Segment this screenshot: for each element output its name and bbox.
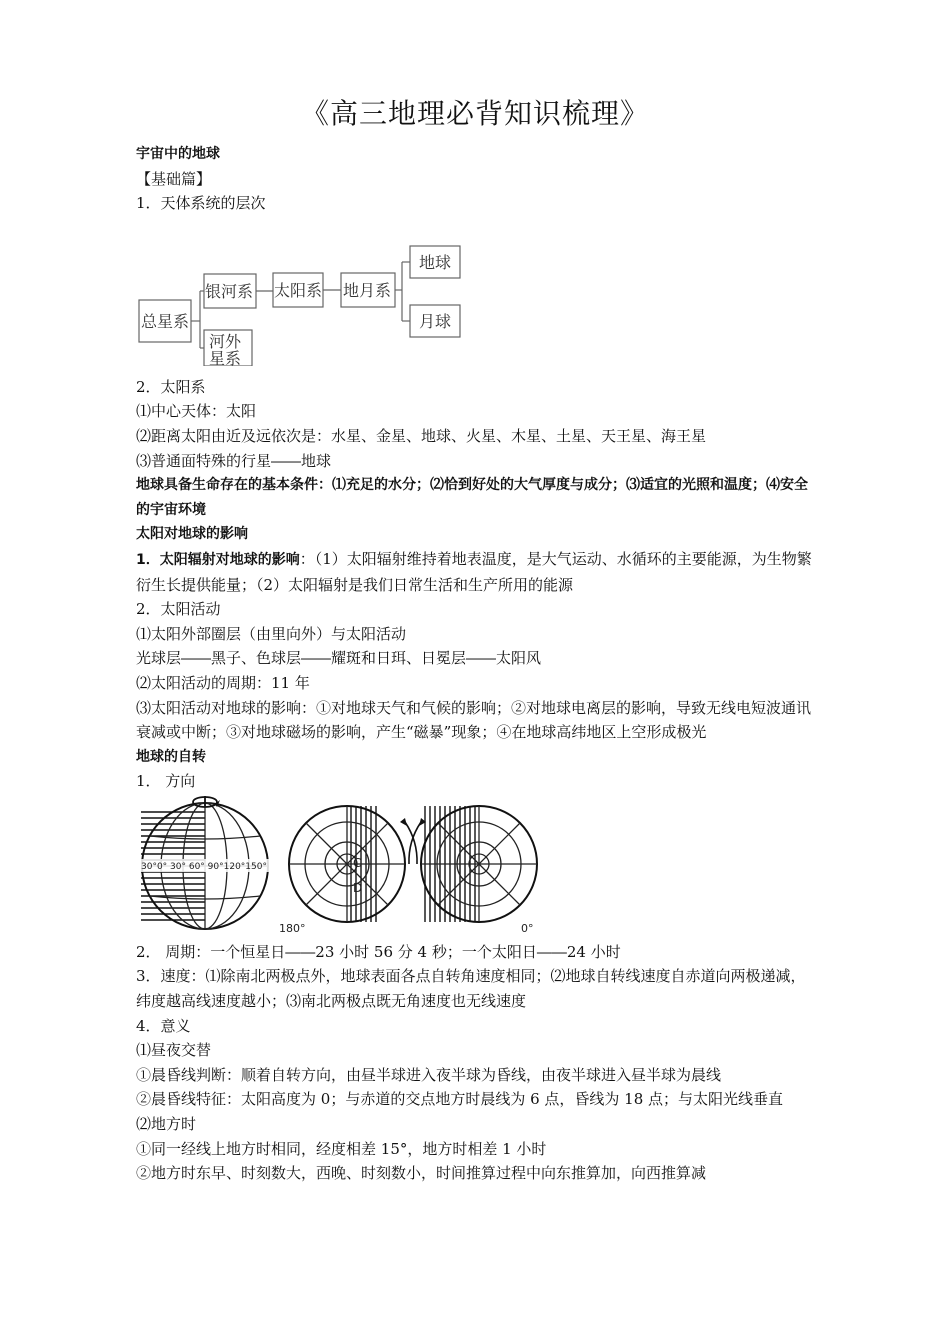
item-celestial-systems: 1．天体系统的层次 [136, 194, 266, 213]
globe2-label-d: D [353, 880, 363, 895]
section-heading-rotation: 地球的自转 [136, 748, 206, 765]
globe3-label-0: 0° [521, 921, 534, 934]
solar-radiation-paragraph [136, 547, 818, 597]
label-earth-moon: 地月系 [343, 280, 392, 300]
item-solar-system: 2．太阳系 [136, 377, 206, 396]
life-conditions-paragraph: 地球具备生命存在的基本条件：⑴充足的水分；⑵恰到好处的大气厚度与成分；⑶适宜的光照和温度；⑷安全的宇宙环境 [136, 477, 808, 518]
item-local-time: ⑵地方时 [136, 1115, 197, 1134]
item-sun-layers: ⑴太阳外部圈层（由里向外）与太阳活动 [136, 624, 407, 643]
globe2-label-180: 180° [279, 921, 306, 934]
celestial-hierarchy-diagram [136, 216, 818, 366]
globe-side-view [141, 796, 269, 929]
section-heading-sun-influence: 太阳对地球的影响 [136, 526, 248, 543]
item-speed: 3．速度：⑴除南北两极点外，地球表面各点自转角速度相同；⑵地球自转线速度自赤道向两极递减，纬度越高线速度越小；⑶南北两极点既无角速度也无线速度 [136, 967, 806, 1011]
item-significance: 4．意义 [136, 1016, 191, 1035]
globe-polar-view-south [409, 806, 537, 934]
globe1-degree-labels: 30°0° 30° 60° 90°120°150° [141, 861, 267, 872]
document-title: 《高三地理必背知识梳理》 [300, 97, 649, 130]
activity-effects-paragraph: ⑶太阳活动对地球的影响：①对地球天气和气候的影响；②对地球电离层的影响，导致无线电短波通讯衰减或中断；③对地球磁场的影响，产生“磁暴”现象；④在地球高纬地区上空形成极光 [136, 698, 812, 742]
label-solar-system: 太阳系 [274, 280, 323, 300]
item-period: 2． 周期：一个恒星日――23 小时 56 分 4 秒；一个太阳日――24 小时 [136, 942, 621, 961]
label-other-galaxies-1: 河外 [209, 331, 242, 351]
item-direction: 1． 方向 [136, 772, 196, 791]
label-earth: 地球 [419, 252, 452, 272]
item-central-body: ⑴中心天体：太阳 [136, 402, 257, 421]
globe-polar-view-north [279, 806, 417, 934]
label-other-galaxies-2: 星系 [209, 348, 242, 366]
label-moon: 月球 [419, 311, 452, 331]
item-solar-activity: 2．太阳活动 [136, 600, 221, 619]
item-terminator-features: ②晨昏线特征：太阳高度为 0；与赤道的交点地方时晨线为 6 点，昏线为 18 点；与太阳光线垂直 [136, 1090, 784, 1109]
item-layer-activities: 光球层――黑子、色球层――耀斑和日珥、日冕层――太阳风 [136, 649, 542, 668]
item-local-time-rule-2: ②地方时东早、时刻数大，西晚、时刻数小，时间推算过程中向东推算加，向西推算减 [136, 1164, 707, 1183]
label-total-galaxies: 总星系 [141, 311, 190, 331]
document-body [136, 142, 818, 1186]
item-terminator-judgement: ①晨昏线判断：顺着自转方向，由昼半球进入夜半球为昏线，由夜半球进入昼半球为晨线 [136, 1065, 722, 1084]
solar-radiation-text: ：（1）太阳辐射维持着地表温度，是大气运动、水循环的主要能源，为生物繁衍生长提供能量；（2）太阳辐射是我们日常生活和生产所用的能源 [136, 549, 812, 594]
rotation-direction-figure [136, 794, 818, 934]
section-heading-earth-in-universe: 宇宙中的地球 [136, 146, 220, 162]
item-planet-order: ⑵距离太阳由近及远依次是：水星、金星、地球、火星、木星、土星、天王星、海王星 [136, 426, 707, 445]
label-milky-way: 银河系 [205, 281, 254, 301]
item-activity-cycle: ⑵太阳活动的周期：11 年 [136, 673, 310, 692]
item-day-night: ⑴昼夜交替 [136, 1041, 212, 1060]
basic-label: 【基础篇】 [136, 169, 212, 188]
solar-radiation-lead: 1．太阳辐射对地球的影响 [136, 551, 300, 568]
item-local-time-rule-1: ①同一经线上地方时相同，经度相差 15°，地方时相差 1 小时 [136, 1139, 547, 1158]
globe2-label-c: C [353, 855, 362, 870]
item-special-planet: ⑶普通面特殊的行星――地球 [136, 451, 332, 470]
